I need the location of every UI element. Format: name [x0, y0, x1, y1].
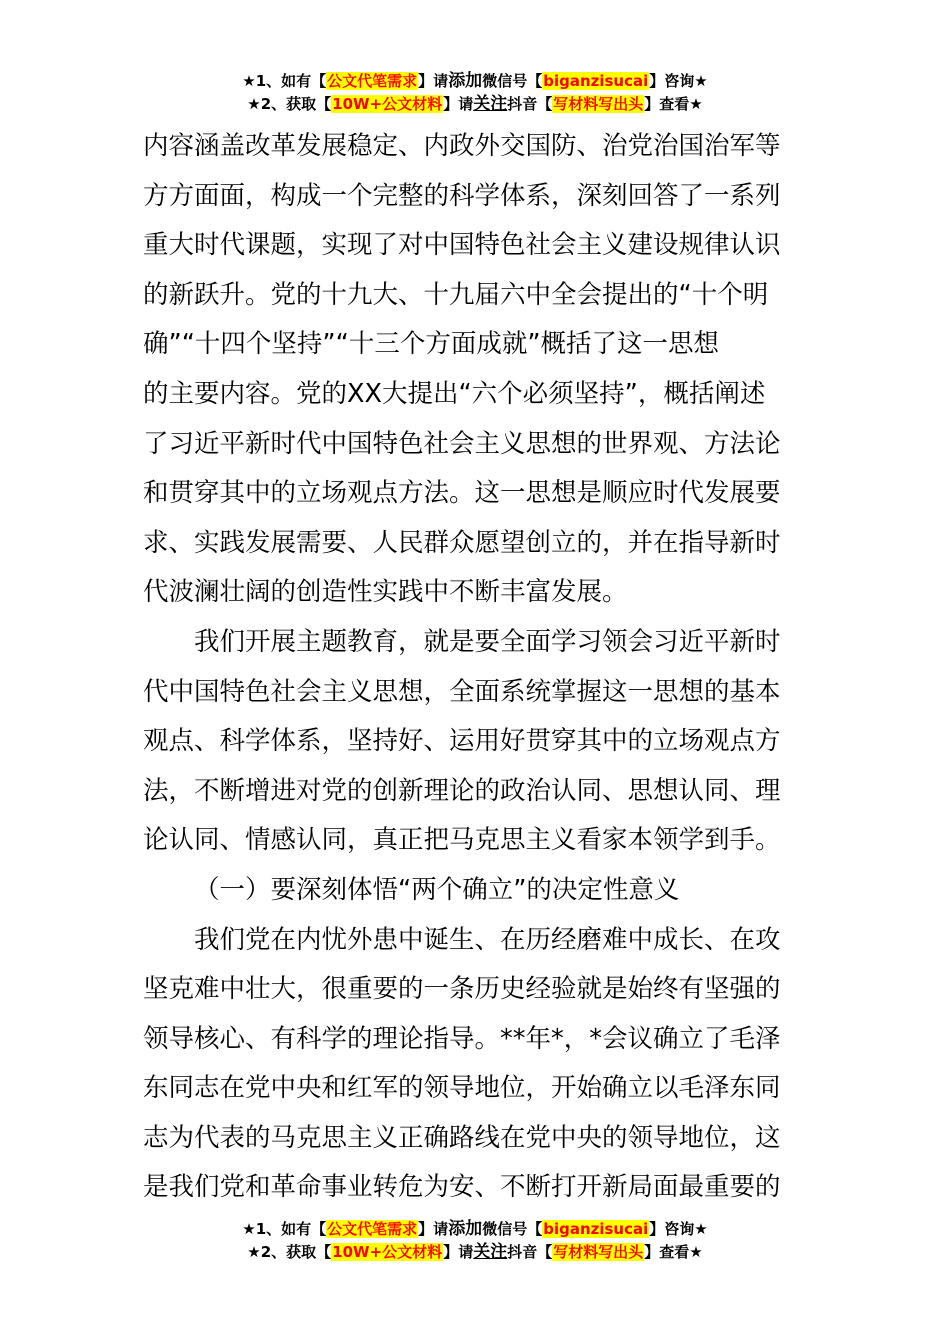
promo-text: 抖音【: [507, 1243, 553, 1261]
promo-highlight: 公文代笔需求: [327, 1220, 418, 1238]
body-line: 论认同、情感认同，真正把马克思主义看家本领学到手。: [143, 825, 781, 856]
promo-douyin-id: 写材料写出头: [553, 1243, 644, 1261]
promo-text: 】请: [443, 95, 474, 113]
body-line: 方方面面，构成一个完整的科学体系，深刻回答了一系列: [143, 180, 781, 211]
promo-highlight: 公文代笔需求: [327, 72, 418, 90]
promo-text: ★2、获取【: [247, 95, 332, 113]
body-line: 求、实践发展需要、人民群众愿望创立的，并在指导新时: [143, 527, 781, 558]
top-promo-banner: [0, 70, 950, 116]
promo-wechat-id: biganzisucai: [543, 72, 649, 90]
body-line: 了习近平新时代中国特色社会主义思想的世界观、方法论: [143, 428, 781, 459]
promo-text: 微信号【: [482, 72, 543, 90]
body-line: 内容涵盖改革发展稳定、内政外交国防、治党治国治军等: [143, 131, 781, 161]
promo-text: 】咨询★: [649, 72, 708, 90]
promo-emphasis: 添加: [448, 1219, 483, 1239]
body-line: 代中国特色社会主义思想，全面系统掌握这一思想的基本: [143, 676, 781, 707]
body-line: 志为代表的马克思主义正确路线在党中央的领导地位，这: [143, 1122, 781, 1153]
promo-text: 】请: [443, 1243, 474, 1261]
body-line: 东同志在党中央和红军的领导地位，开始确立以毛泽东同: [143, 1073, 781, 1104]
promo-highlight: 10W+公文材料: [332, 95, 443, 113]
promo-text: ★2、获取【: [247, 1243, 332, 1261]
promo-text: ★1、如有【: [242, 72, 327, 90]
section-heading: （一）要深刻体悟“两个确立”的决定性意义: [194, 874, 680, 905]
body-line: 重大时代课题，实现了对中国特色社会主义建设规律认识: [143, 230, 781, 261]
body-line: 我们党在内忧外患中诞生、在历经磨难中成长、在攻: [194, 924, 781, 955]
promo-text: 】查看★: [644, 1243, 703, 1261]
promo-text: 抖音【: [507, 95, 553, 113]
promo-douyin-id: 写材料写出头: [553, 95, 644, 113]
body-line: 的主要内容。党的XX大提出“六个必须坚持”，概括阐述: [143, 378, 766, 409]
promo-wechat-id: biganzisucai: [543, 1220, 649, 1238]
body-line: 是我们党和革命事业转危为安、不断打开新局面最重要的: [143, 1172, 781, 1203]
body-line: 法，不断增进对党的创新理论的政治认同、思想认同、理: [143, 775, 781, 806]
body-line: 确”“十四个坚持”“十三个方面成就”概括了这一思想: [143, 329, 720, 360]
promo-emphasis: 关注: [473, 94, 508, 114]
promo-highlight: 10W+公文材料: [332, 1243, 443, 1261]
bottom-promo-banner: [0, 1218, 950, 1264]
body-line: 和贯穿其中的立场观点方法。这一思想是顺应时代发展要: [143, 478, 781, 509]
promo-emphasis: 添加: [448, 71, 483, 91]
promo-text: 】咨询★: [649, 1220, 708, 1238]
promo-line-2: [0, 93, 950, 116]
promo-text: ★1、如有【: [242, 1220, 327, 1238]
body-line: 坚克难中壮大，很重要的一条历史经验就是始终有坚强的: [143, 974, 781, 1005]
promo-text: 】查看★: [644, 95, 703, 113]
body-line: 观点、科学体系，坚持好、运用好贯穿其中的立场观点方: [143, 726, 781, 757]
body-line: 领导核心、有科学的理论指导。**年*，*会议确立了毛泽: [143, 1023, 781, 1054]
promo-line-1: [0, 1218, 950, 1241]
promo-text: 】请: [418, 72, 449, 90]
promo-text: 】请: [418, 1220, 449, 1238]
promo-text: 微信号【: [482, 1220, 543, 1238]
promo-line-1: [0, 70, 950, 93]
body-line: 代波澜壮阔的创造性实践中不断丰富发展。: [143, 577, 628, 608]
promo-emphasis: 关注: [473, 1242, 508, 1262]
body-line: 的新跃升。党的十九大、十九届六中全会提出的“十个明: [143, 279, 769, 310]
body-line: 我们开展主题教育，就是要全面学习领会习近平新时: [194, 626, 781, 657]
promo-line-2: [0, 1241, 950, 1264]
document-body: [143, 122, 813, 1213]
